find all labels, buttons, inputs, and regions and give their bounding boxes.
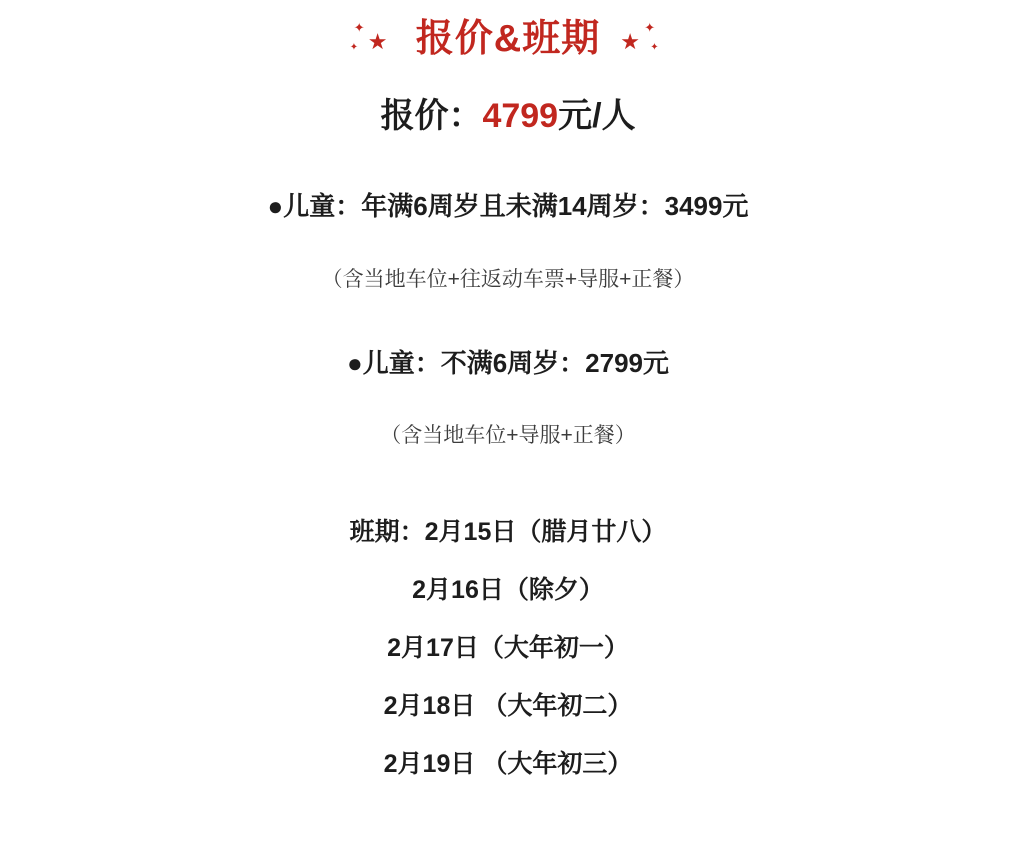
price-label: 报价：: [380, 97, 483, 135]
child-price-line-1: ●儿童：年满6周岁且未满14周岁：3499元: [267, 191, 749, 222]
departure-dates-block: [0, 520, 1016, 777]
sparkle-icon-right: ★ ✦ ✦: [620, 20, 659, 54]
departure-date-row: 2月18日 （大年初二）: [383, 692, 633, 721]
price-line: [0, 98, 1016, 135]
child-price-note-1: （含当地车位+往返动车票+导服+正餐）: [321, 267, 695, 291]
departure-date-row: 2月19日 （大年初三）: [383, 750, 633, 779]
sparkle-icon-left: ✦ ★ ✦: [349, 20, 388, 54]
child-price-note-2: （含当地车位+导服+正餐）: [380, 423, 636, 447]
page-title-row: [0, 0, 1016, 70]
departure-date-row: 2月17日（大年初一）: [387, 634, 629, 663]
child-price-line-2: ●儿童：不满6周岁：2799元: [346, 347, 669, 378]
departure-date-row: 2月16日（除夕）: [412, 576, 604, 605]
departure-date-row: 班期：2月15日（腊月廿八）: [349, 518, 667, 547]
price-unit: 元/人: [558, 97, 636, 135]
page-title: 报价&班期: [415, 18, 601, 60]
price-amount: 4799: [482, 97, 559, 135]
